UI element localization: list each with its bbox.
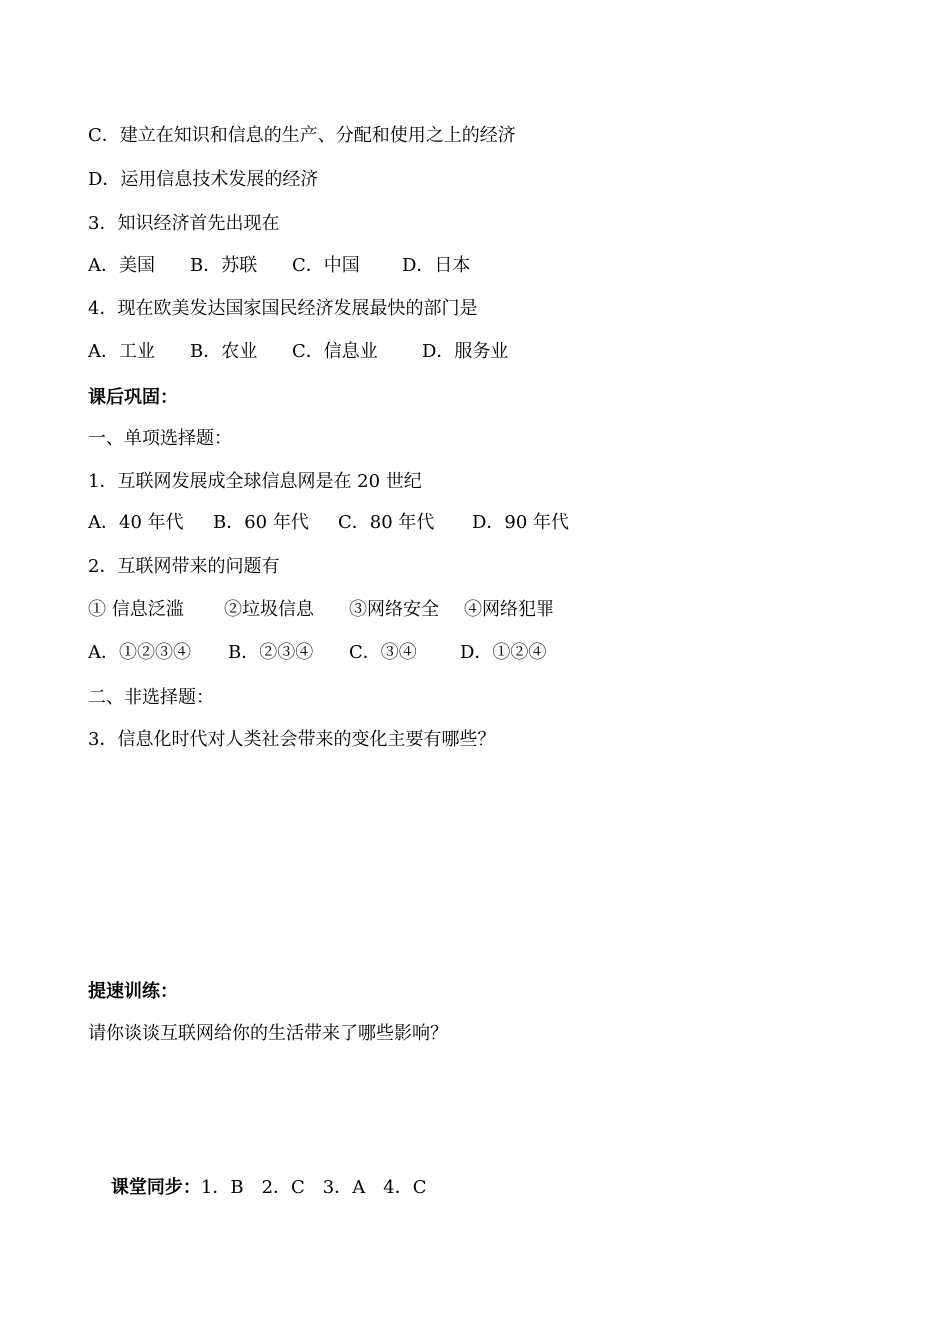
p2-stem: 2．互联网带来的问题有 [88,556,280,577]
p3-stem: 3．信息化时代对人类社会带来的变化主要有哪些？ [88,729,496,750]
q3-option-b: B．苏联 [190,255,258,276]
answers-text: 1．B 2．C 3．A 4．C [200,1177,427,1198]
section-speed-heading: 提速训练： [88,981,178,1002]
speed-question: 请你谈谈互联网给你的生活带来了哪些影响？ [88,1023,448,1044]
answers-label: 课堂同步： [110,1177,201,1198]
q2-option-d: D．运用信息技术发展的经济 [88,169,319,190]
p1-option-b: B．60 年代 [213,512,309,533]
p2-option-c: C．③④ [349,642,417,663]
section-post-class-heading: 课后巩固： [88,387,178,408]
q3-option-d: D．日本 [402,255,471,276]
p2-option-d: D．①②④ [460,642,547,663]
q3-stem: 3．知识经济首先出现在 [88,213,280,234]
part1-heading: 一、单项选择题： [88,428,232,449]
q4-option-d: D．服务业 [422,341,509,362]
p1-option-d: D．90 年代 [472,512,570,533]
p2-item-2: ②垃圾信息 [224,599,314,620]
p2-item-1: ① 信息泛滥 [88,599,184,620]
q2-option-c: C．建立在知识和信息的生产、分配和使用之上的经济 [88,125,516,146]
q4-stem: 4．现在欧美发达国家国民经济发展最快的部门是 [88,298,478,319]
part2-heading: 二、非选择题： [88,687,214,708]
p2-item-4: ④网络犯罪 [464,599,554,620]
q4-option-b: B．农业 [190,341,258,362]
p1-stem: 1．互联网发展成全球信息网是在 20 世纪 [88,471,422,492]
q3-option-c: C．中国 [292,255,360,276]
q4-option-a: A．工业 [88,341,155,362]
p2-option-b: B．②③④ [228,642,314,663]
answers-line [88,1152,426,1224]
p1-option-a: A．40 年代 [88,512,184,533]
q4-option-c: C．信息业 [292,341,378,362]
p2-item-3: ③网络安全 [349,599,439,620]
p1-option-c: C．80 年代 [338,512,435,533]
q3-option-a: A．美国 [88,255,155,276]
p2-option-a: A．①②③④ [88,642,191,663]
